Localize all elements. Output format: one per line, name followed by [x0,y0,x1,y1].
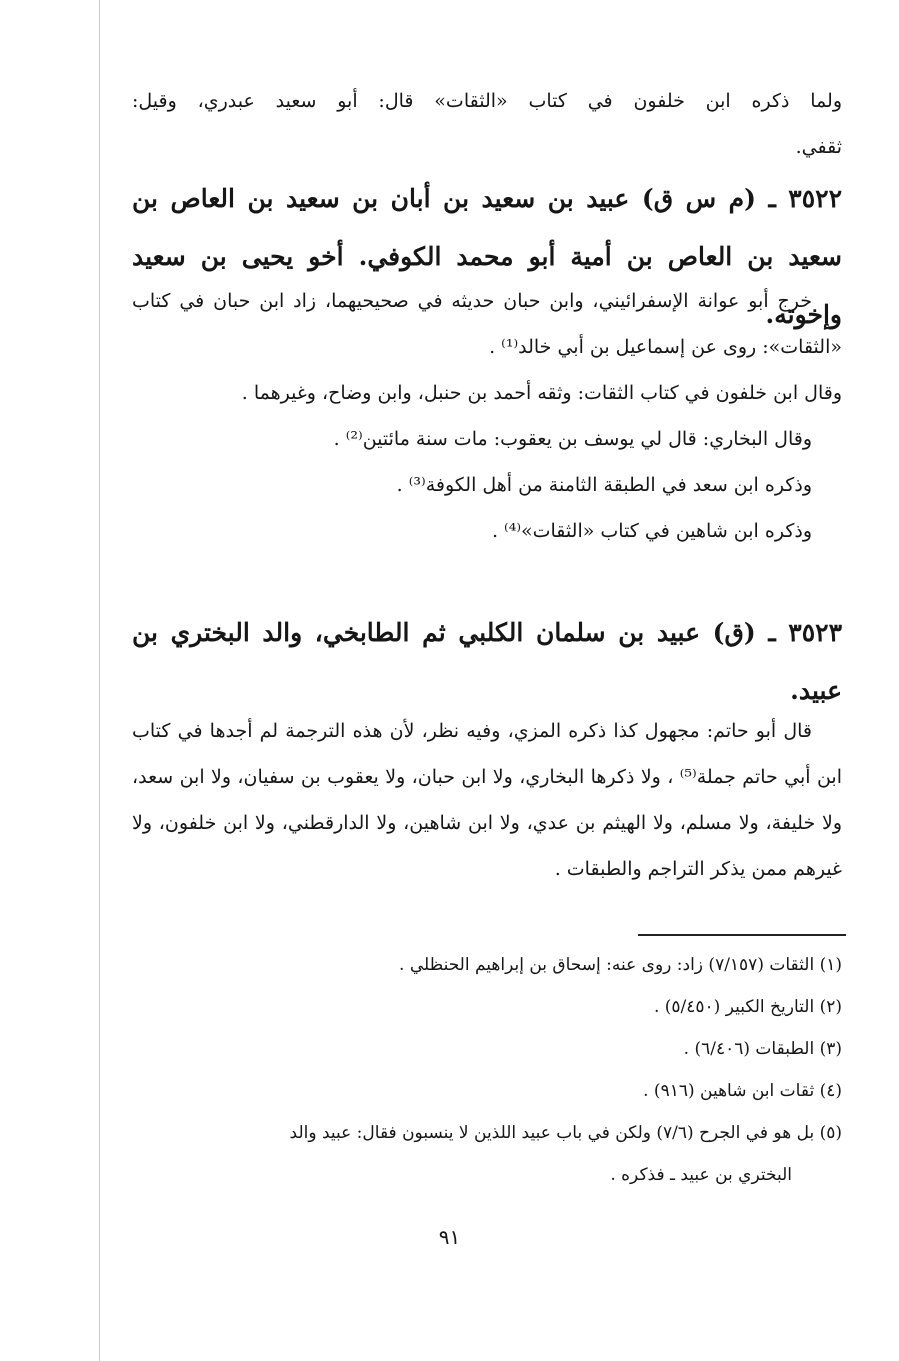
entry-3523-line-1: ٣٥٢٣ ـ (ق) عبيد بن سلمان الكلبي ثم الطابخي، والد البختري بن [132,618,842,647]
footnote-2: (٢) التاريخ الكبير (٥/٤٥٠) . [653,997,842,1017]
entry-3522-line-2: سعيد بن العاص بن أمية أبو محمد الكوفي. أخو يحيى بن سعيد وإخوته. [132,242,842,329]
entry-3523-line-2: عبيد. [790,676,842,705]
opening-line-2: ثقفي. [795,136,842,158]
footnote-1: (١) الثقات (٧/١٥٧) زاد: روى عنه: إسحاق بن إبراهيم الحنظلي . [399,955,842,975]
footnote-4: (٤) ثقات ابن شاهين (٩١٦) . [643,1081,842,1101]
entry-3523-paragraph-1: قال أبو حاتم: مجهول كذا ذكره المزي، وفيه نظر، لأن هذه الترجمة لم أجدها في كتاب ابن أبي حاتم جملة⁽⁵⁾ ، ولا ذكرها البخاري، ولا ابن حبان، ولا يعقوب بن سفيان، ولا ابن سعد، ولا خليفة، ولا مسلم، ولا الهيثم بن عدي، ولا ابن شاهين، ولا الدارقطني، ولا ابن خلفون، ولا غيرهم ممن يذكر التراجم والطبقات . [132,720,842,880]
entry-3522-paragraph-3: وقال البخاري: قال لي يوسف بن يعقوب: مات سنة مائتين⁽²⁾ . [333,428,812,450]
footnote-3: (٣) الطبقات (٦/٤٠٦) . [683,1039,842,1059]
entry-3522-paragraph-2: وقال ابن خلفون في كتاب الثقات: وثقه أحمد بن حنبل، وابن وضاح، وغيرهما . [241,382,842,404]
footnotes [132,944,842,1196]
scan-edge-line [99,0,100,1361]
entry-3523-heading [132,604,842,720]
opening-paragraph [132,78,842,170]
opening-line-1: ولما ذكره ابن خلفون في كتاب «الثقات» قال: أبو سعيد عبدري، وقيل: [132,90,842,112]
footnote-5: (٥) بل هو في الجرح (٧/٦) ولكن في باب عبيد اللذين لا ينسبون فقال: عبيد والد [289,1123,842,1143]
entry-3522-paragraph-4: وذكره ابن سعد في الطبقة الثامنة من أهل الكوفة⁽³⁾ . [396,474,812,496]
entry-3522-line-1: ٣٥٢٢ ـ (م س ق) عبيد بن سعيد بن أبان بن سعيد بن العاص بن [132,184,842,213]
entry-3523-body [132,708,842,892]
footnote-5-continuation: البختري بن عبيد ـ فذكره . [610,1165,792,1185]
footnote-separator [638,934,846,936]
page-number: ٩١ [438,1225,461,1249]
entry-3522-body [132,278,842,554]
entry-3522-paragraph-5: وذكره ابن شاهين في كتاب «الثقات»⁽⁴⁾ . [491,520,812,542]
entry-3522-paragraph-1: خرج أبو عوانة الإسفرائيني، وابن حبان حديثه في صحيحيهما، زاد ابن حبان في كتاب «الثقات»: روى عن إسماعيل بن أبي خالد⁽¹⁾ . [132,290,842,358]
